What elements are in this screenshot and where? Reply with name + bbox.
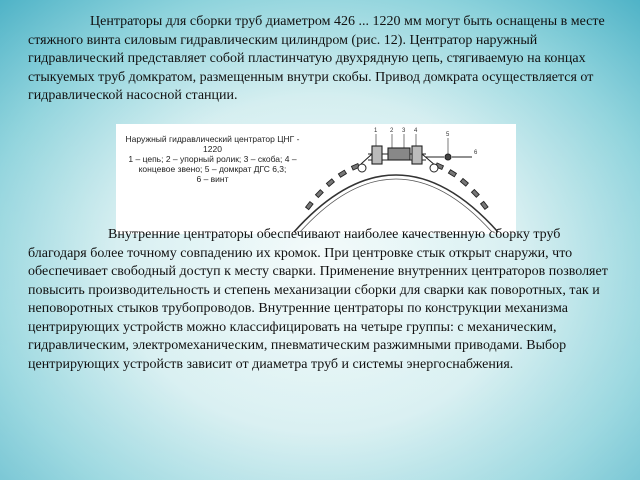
roller-right (430, 164, 438, 172)
part-label-3: 3 (402, 128, 406, 134)
part-label-4: 4 (414, 128, 418, 134)
paragraph-2-text: Внутренние центраторы обеспечивают наиболее качественную сборку труб благодаря более точному совпадению их кромок. При центровке стык открыт снаружи, что обеспечивает свободный доступ к месту сварки. Применение внутренних центраторов позволяет повысить производительность и степень механизации сборки для сварки как поворотных, так и неповоротных стыков трубопроводов. Внутренние центраторы по конструкции механизма центрирующих устройств можно классифицировать на четыре группы: с механическим, гидравлическим, электромеханическим, пневматическим разжимными приводами. Выбор центрирующих устройств зависит от диаметра труб и системы энергоснабжения. (28, 227, 608, 372)
roller-left (358, 164, 366, 172)
paragraph-1-text: Центраторы для сборки труб диаметром 426 ... 1220 мм могут быть оснащены в месте стяжного винта силовым гидравлическим цилиндром (рис. 12). Центратор наружный гидравлический представляет собой пластинчатую двухрядную цепь, стягиваемую на концах стыкуемых труб домкратом, размещенным внутри скобы. Привод домкрата осуществляется от гидравлической насосной станции. (28, 14, 605, 103)
caption-legend-1: 1 – цепь; 2 – упорный ролик; 3 – скоба; 4 – (128, 154, 297, 164)
caption-legend-2: концевое звено; 5 – домкрат ДГС 6,3; (138, 164, 287, 174)
caption-legend-3: 6 – винт (196, 174, 229, 184)
paragraph-internal-centrators (28, 226, 613, 374)
caption-model: 1220 (203, 144, 222, 154)
pipe-inner-arc (300, 179, 492, 232)
part-label-6: 6 (474, 150, 478, 156)
figure-hydraulic-centrator (116, 124, 516, 234)
caption-title: Наружный гидравлический центратор ЦНГ - (125, 134, 300, 144)
part-label-5: 5 (446, 132, 450, 138)
part-label-2: 2 (390, 128, 394, 134)
part-label-1: 1 (374, 128, 378, 134)
jack-assembly (361, 134, 472, 166)
centrator-drawing (276, 124, 516, 234)
paragraph-centrators-intro (28, 13, 618, 106)
